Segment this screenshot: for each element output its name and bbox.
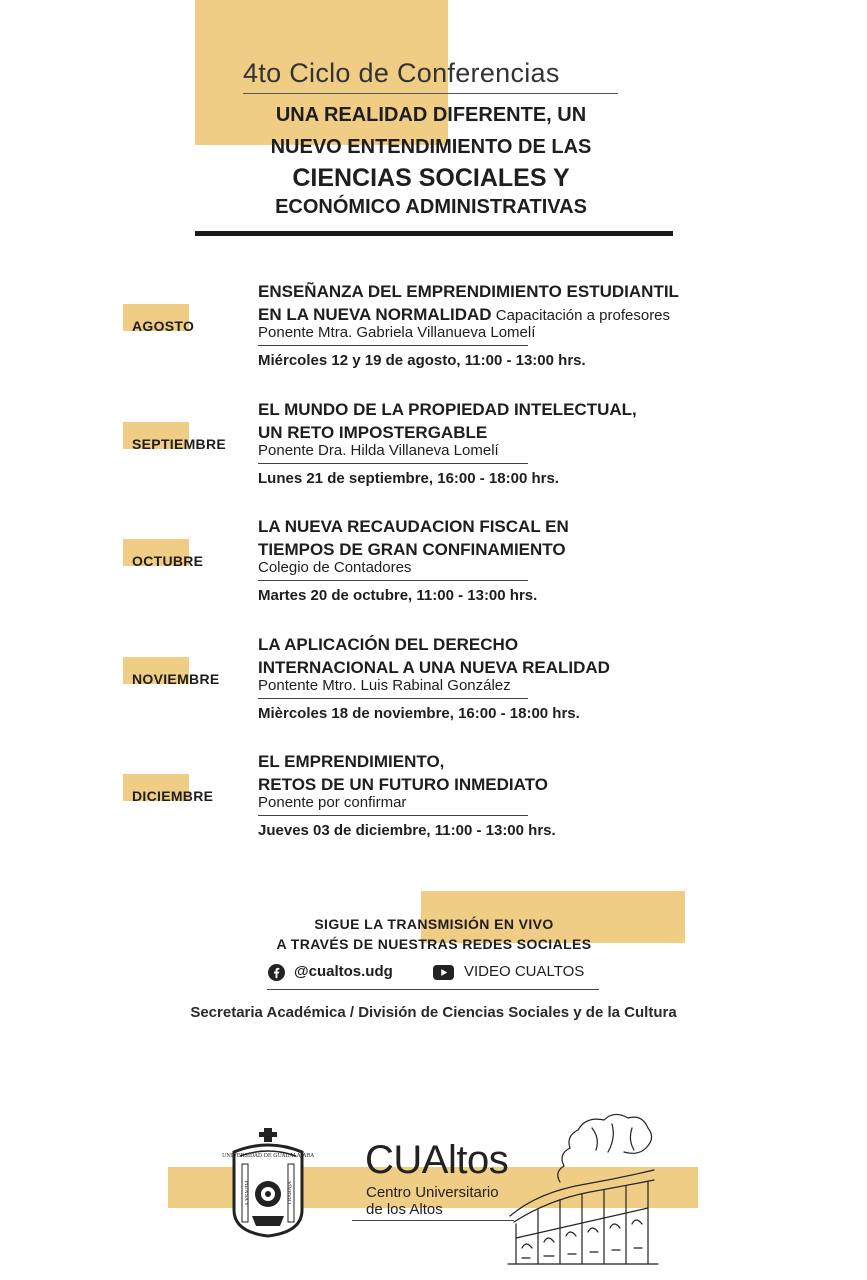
event-octubre bbox=[0, 515, 867, 625]
organizer-credit: Secretaria Académica / División de Ciencias Sociales y de la Cultura bbox=[190, 1004, 677, 1021]
event-divider bbox=[258, 815, 528, 816]
event-title-line-1: ENSEÑANZA DEL EMPRENDIMIENTO ESTUDIANTIL bbox=[258, 282, 679, 301]
event-month: DICIEMBRE bbox=[132, 788, 214, 804]
seal-side-right: TRABAJA bbox=[287, 1181, 293, 1205]
event-title bbox=[258, 633, 610, 679]
series-title: 4to Ciclo de Conferencias bbox=[243, 58, 560, 88]
udg-seal-logo bbox=[222, 1128, 314, 1238]
event-title-line-2: INTERNACIONAL A UNA NUEVA REALIDAD bbox=[258, 658, 610, 677]
series-underline bbox=[243, 93, 618, 94]
event-date: Miércoles 12 y 19 de agosto, 11:00 - 13:00 hrs. bbox=[258, 352, 586, 369]
event-title-line-2: TIEMPOS DE GRAN CONFINAMIENTO bbox=[258, 540, 566, 559]
event-title-extra: Capacitación a profesores bbox=[491, 307, 671, 324]
event-title-line-2: UN RETO IMPOSTERGABLE bbox=[258, 423, 488, 442]
event-speaker: Ponente por confirmar bbox=[258, 794, 407, 811]
event-title-line-1: EL EMPRENDIMIENTO, bbox=[258, 752, 445, 771]
event-speaker: Pontente Mtro. Luis Rabinal González bbox=[258, 677, 511, 694]
event-date: Mièrcoles 18 de noviembre, 16:00 - 18:00 hrs. bbox=[258, 705, 580, 722]
event-title bbox=[258, 750, 548, 796]
event-month: AGOSTO bbox=[132, 318, 195, 334]
event-speaker: Ponente Dra. Hilda Villaneva Lomelí bbox=[258, 442, 499, 459]
event-month: SEPTIEMBRE bbox=[132, 436, 227, 452]
event-noviembre bbox=[0, 633, 867, 743]
event-title-line-2-main: EN LA NUEVA NORMALIDAD bbox=[258, 305, 492, 324]
main-title-line-1: UNA REALIDAD DIFERENTE, UN bbox=[275, 104, 587, 126]
main-title-line-3: CIENCIAS SOCIALES Y bbox=[292, 164, 570, 192]
event-divider bbox=[258, 698, 528, 699]
event-divider bbox=[258, 580, 528, 581]
event-title-line-1: LA APLICACIÓN DEL DERECHO bbox=[258, 635, 519, 654]
event-title-line-2: RETOS DE UN FUTURO INMEDIATO bbox=[258, 775, 548, 794]
event-month: OCTUBRE bbox=[132, 553, 204, 569]
event-title bbox=[258, 280, 679, 327]
event-month: NOVIEMBRE bbox=[132, 671, 220, 687]
event-title-line-1: LA NUEVA RECAUDACION FISCAL EN bbox=[258, 517, 569, 536]
facebook-icon[interactable] bbox=[268, 964, 285, 981]
social-underline bbox=[267, 989, 599, 990]
event-divider bbox=[258, 345, 528, 346]
event-speaker: Ponente Mtra. Gabriela Villanueva Lomelí bbox=[258, 324, 536, 341]
event-date: Jueves 03 de diciembre, 11:00 - 13:00 hrs. bbox=[258, 822, 556, 839]
event-agosto bbox=[0, 280, 867, 390]
event-divider bbox=[258, 463, 528, 464]
cualtos-wordmark: CUAltos bbox=[365, 1138, 509, 1182]
cualtos-subtitle-2: de los Altos bbox=[366, 1201, 443, 1218]
header-divider-bar bbox=[195, 231, 673, 236]
seal-side-left: PIENSA Y bbox=[243, 1180, 249, 1206]
seal-text: UNIVERSIDAD DE GUADALAJARA bbox=[222, 1153, 314, 1159]
cualtos-underline bbox=[352, 1220, 514, 1221]
event-speaker: Colegio de Contadores bbox=[258, 559, 412, 576]
event-date: Lunes 21 de septiembre, 16:00 - 18:00 hrs. bbox=[258, 470, 559, 487]
event-diciembre bbox=[0, 750, 867, 860]
event-septiembre bbox=[0, 398, 867, 508]
main-title-line-2: NUEVO ENTENDIMIENTO DE LAS bbox=[270, 136, 592, 158]
event-title-line-1: EL MUNDO DE LA PROPIEDAD INTELECTUAL, bbox=[258, 400, 637, 419]
event-date: Martes 20 de octubre, 11:00 - 13:00 hrs. bbox=[258, 587, 538, 604]
youtube-channel-link[interactable]: VIDEO CUALTOS bbox=[464, 963, 585, 980]
youtube-icon[interactable] bbox=[433, 965, 454, 980]
stream-line-2: A TRAVÉS DE NUESTRAS REDES SOCIALES bbox=[276, 936, 592, 952]
stream-line-1: SIGUE LA TRANSMISIÓN EN VIVO bbox=[314, 916, 554, 932]
facebook-handle-link[interactable]: @cualtos.udg bbox=[294, 963, 393, 980]
event-title bbox=[258, 515, 569, 561]
cualtos-subtitle-1: Centro Universitario bbox=[366, 1184, 499, 1201]
main-title-line-4: ECONÓMICO ADMINISTRATIVAS bbox=[275, 196, 587, 218]
building-sketch-illustration bbox=[508, 1108, 658, 1266]
event-title bbox=[258, 398, 637, 444]
